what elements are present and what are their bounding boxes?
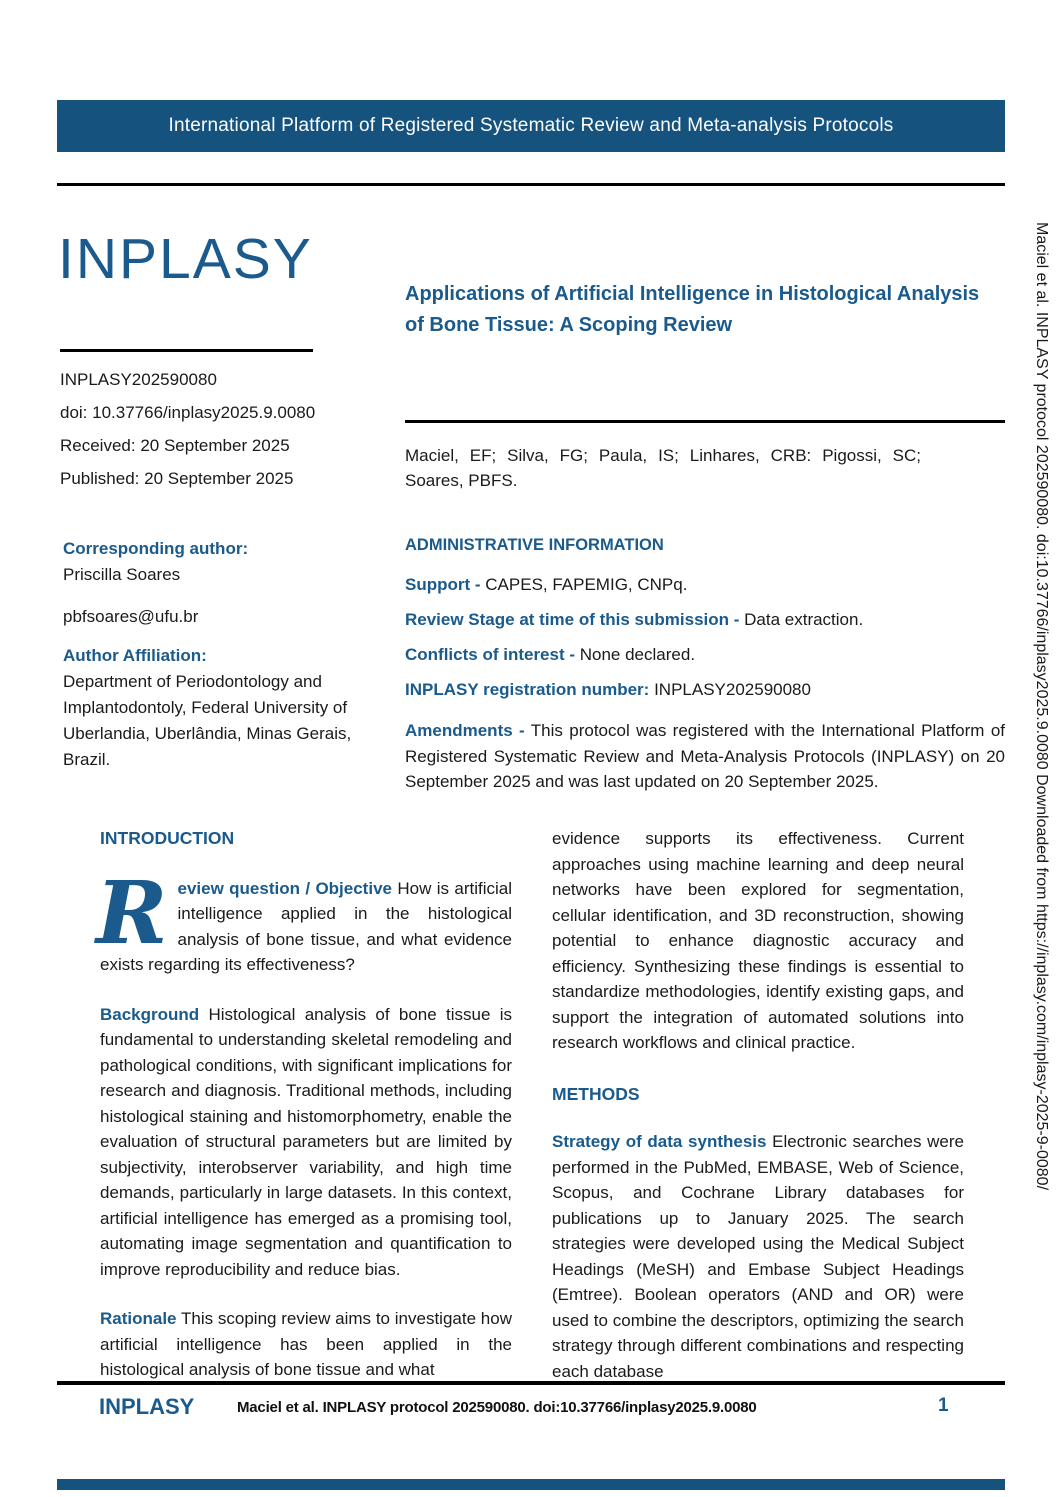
review-stage-text: Data extraction. <box>739 610 864 629</box>
support-label: Support - <box>405 575 481 594</box>
administrative-information <box>405 536 1005 810</box>
body-column-right <box>552 826 964 1408</box>
amendments-text: This protocol was registered with the International Platform of Registered Systematic Review and Meta-Analysis Protocols (INPLASY) on 20 September 2025 and was last updated on 20 September 2025. <box>405 721 1005 791</box>
conflicts-label: Conflicts of interest - <box>405 645 576 664</box>
banner-text: International Platform of Registered Systematic Review and Meta-analysis Protocols <box>168 115 894 136</box>
background-paragraph <box>100 1002 512 1283</box>
support-text: CAPES, FAPEMIG, CNPq. <box>480 575 688 594</box>
review-question-text: How is artificial intelligence applied in the histological analysis of bone tissue, and what evidence exists regarding its effectiveness? <box>100 878 512 974</box>
background-label: Background <box>100 1004 200 1024</box>
review-question-paragraph <box>96 862 512 978</box>
affiliation-block <box>63 643 375 773</box>
admin-heading: ADMINISTRATIVE INFORMATION <box>405 536 664 554</box>
registration-id: INPLASY202590080 <box>60 370 217 389</box>
received-line: Received: 20 September 2025 <box>60 436 290 455</box>
inplasy-logo: INPLASY <box>58 227 313 291</box>
strategy-label: Strategy of data synthesis <box>552 1132 767 1151</box>
background-text: Histological analysis of bone tissue is fundamental to understanding skeletal remodeling and pathological conditions, with significant implications for research and diagnosis. Traditional methods, including histological staining and histomorphometry, enable the evaluation of structural parameters but are limited by subjectivity, interobserver variability, and high time demands, particularly in large datasets. In this context, artificial intelligence has emerged as a promising tool, automating image segmentation and quantification to improve reproducibility and reduce bias. <box>100 1004 512 1279</box>
introduction-heading: INTRODUCTION <box>100 828 235 848</box>
doi-line: doi: 10.37766/inplasy2025.9.0080 <box>60 403 316 422</box>
registration-label: INPLASY registration number: <box>405 680 650 699</box>
article-title: Applications of Artificial Intelligence in Histological Analysis of Bone Tissue: A Scoping Review <box>405 283 980 336</box>
methods-heading: METHODS <box>552 1083 640 1104</box>
top-divider <box>57 183 1005 186</box>
rationale-continuation-paragraph: evidence supports its effectiveness. Current approaches using machine learning and deep neural networks have been explored for segmentation, cellular identification, and 3D reconstruction, showing potential to enhance diagnostic accuracy and efficiency. Synthesizing these findings is essential to standardize methodologies, identify existing gaps, and support the integration of automated solutions into research workflows and clinical practice. <box>552 829 964 1052</box>
review-question-label: eview question / Objective <box>177 878 392 898</box>
page-number: 1 <box>938 1395 949 1416</box>
review-stage-line <box>405 610 1005 630</box>
published-line: Published: 20 September 2025 <box>60 469 294 488</box>
rationale-text: This scoping review aims to investigate how artificial intelligence has been applied in the histological analysis of bone tissue and what <box>100 1309 512 1379</box>
protocol-meta <box>60 370 315 502</box>
conflicts-text: None declared. <box>575 645 696 664</box>
corresponding-author-email: pbfsoares@ufu.br <box>63 607 199 626</box>
rationale-paragraph <box>100 1306 512 1383</box>
corresponding-author-heading: Corresponding author: <box>63 539 249 558</box>
affiliation-heading: Author Affiliation: <box>63 646 207 665</box>
footer-divider <box>57 1381 1005 1385</box>
conflicts-line <box>405 645 1005 665</box>
rationale-label: Rationale <box>100 1309 177 1328</box>
footer-citation: Maciel et al. INPLASY protocol 202590080. doi:10.37766/inplasy2025.9.0080 <box>237 1399 757 1416</box>
corresponding-author-name: Priscilla Soares <box>63 565 181 584</box>
title-divider <box>405 420 1005 423</box>
author-list: Maciel, EF; Silva, FG; Paula, IS; Linhares, CRB: Pigossi, SC; Soares, PBFS. <box>405 446 921 490</box>
amendments-paragraph <box>405 718 1005 795</box>
review-stage-label: Review Stage at time of this submission - <box>405 610 740 629</box>
support-line <box>405 575 1005 595</box>
logo-divider <box>60 349 313 352</box>
bottom-bar <box>57 1479 1005 1490</box>
affiliation-text: Department of Periodontology and Implantodontoly, Federal University of Uberlandia, Uberlândia, Minas Gerais, Brazil. <box>63 672 352 769</box>
footer-logo: INPLASY <box>99 1394 195 1419</box>
body-column-left <box>96 826 512 1407</box>
top-banner <box>57 100 1005 152</box>
strategy-text: Electronic searches were performed in the PubMed, EMBASE, Web of Science, Scopus, and Cochrane Library databases for publications up to January 2025. The search strategies were developed using the Medical Subject Headings (MeSH) and Embase Subject Headings (Emtree). Boolean operators (AND and OR) were used to combine the descriptors, optimizing the search strategy through different combinations and respecting each database <box>552 1132 965 1381</box>
amendments-label: Amendments - <box>405 721 525 740</box>
strategy-paragraph <box>552 1129 964 1384</box>
dropcap-letter: R <box>96 862 168 964</box>
registration-text: INPLASY202590080 <box>649 680 811 699</box>
corresponding-author-block <box>63 536 248 630</box>
registration-line <box>405 680 1005 700</box>
vertical-sidebar-text: Maciel et al. INPLASY protocol 202590080. doi:10.37766/inplasy2025.9.0080 Downloaded from https://inplasy.com/inplasy-2025-9-0080/ <box>1033 222 1050 1191</box>
